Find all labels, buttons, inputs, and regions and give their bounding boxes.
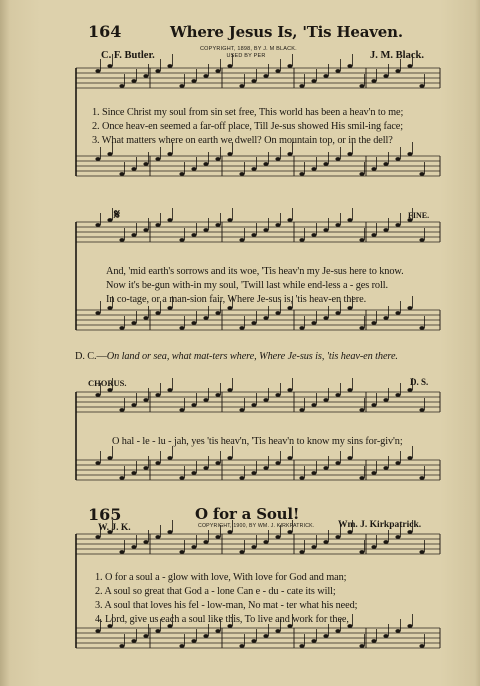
hymn-164-author: C. F. Butler.	[101, 50, 155, 61]
hymn-165-composer: Wm. J. Kirkpatrick.	[338, 520, 422, 530]
hymn-165-author: W. J. K.	[98, 523, 131, 533]
hymn-164-verse-2: 2. Once heav-en seemed a far-off place, Till Je-sus showed His smil-ing face;	[92, 121, 404, 132]
ds-label: D. S.	[410, 377, 429, 387]
copyright-line-2: USED BY PER	[226, 53, 266, 59]
hymn-165-verse-1: 1. O for a soul a - glow with love, With love for God and man;	[95, 572, 347, 583]
hymn-165-title: O for a Soul!	[195, 505, 300, 523]
staff-2	[76, 208, 440, 242]
staff-4	[76, 378, 440, 412]
dc-line	[75, 351, 398, 362]
hymn-165-verse-3: 3. A soul that loves his fel - low-man, No mat - ter what his need;	[95, 600, 358, 611]
hymn-164-verse-1: 1. Since Christ my soul from sin set free, This world has been a heav'n to me;	[92, 107, 404, 118]
copyright-line-1: COPYRIGHT, 1898, BY J. M BLACK.	[200, 46, 297, 52]
staff-5	[76, 446, 440, 480]
hymn-165-copyright: COPYRIGHT, 1900, BY WM. J. KIRKPATRICK.	[198, 523, 315, 529]
segno-sign: 𝄋	[114, 207, 121, 223]
fine-mark: FINE.	[408, 211, 430, 220]
staff-1	[76, 142, 440, 176]
hymn-165-verse-2: 2. A soul so great that God a - lone Can e - du - cate its will;	[95, 586, 336, 597]
refrain-line-3: In co-tage, or a man-sion fair, Where Je-sus is, 'tis heav-en there.	[106, 294, 367, 305]
hymn-164-title: Where Jesus Is, 'Tis Heaven.	[170, 23, 403, 41]
hymn-165-verse-4: 4. Lord, give us each a soul like this, To live and work for thee,	[95, 614, 349, 625]
hymn-164-copyright	[200, 46, 297, 60]
hymn-164-verse-3: 3. What matters where on earth we dwell? On mountain top, or in the dell?	[92, 135, 393, 146]
chorus-label: CHORUS.	[88, 378, 127, 388]
hymn-164-number: 164	[88, 22, 122, 41]
refrain-line-1: And, 'mid earth's sorrows and its woe, 'Tis heav'n my Je-sus here to know.	[106, 266, 404, 277]
hymn-165-number: 165	[88, 505, 122, 524]
hymn-164-composer: J. M. Black.	[370, 50, 424, 61]
dc-label: D. C.—	[75, 351, 107, 362]
dc-text: On land or sea, what mat-ters where, Where Je-sus is, 'tis heav-en there.	[106, 351, 398, 362]
chorus-text: O hal - le - lu - jah, yes 'tis heav'n, 'Tis heav'n to know my sins for-giv'n;	[112, 436, 403, 447]
refrain-line-2: Now it's be-gun with-in my soul, 'Twill last while end-less a - ges roll.	[106, 280, 388, 291]
